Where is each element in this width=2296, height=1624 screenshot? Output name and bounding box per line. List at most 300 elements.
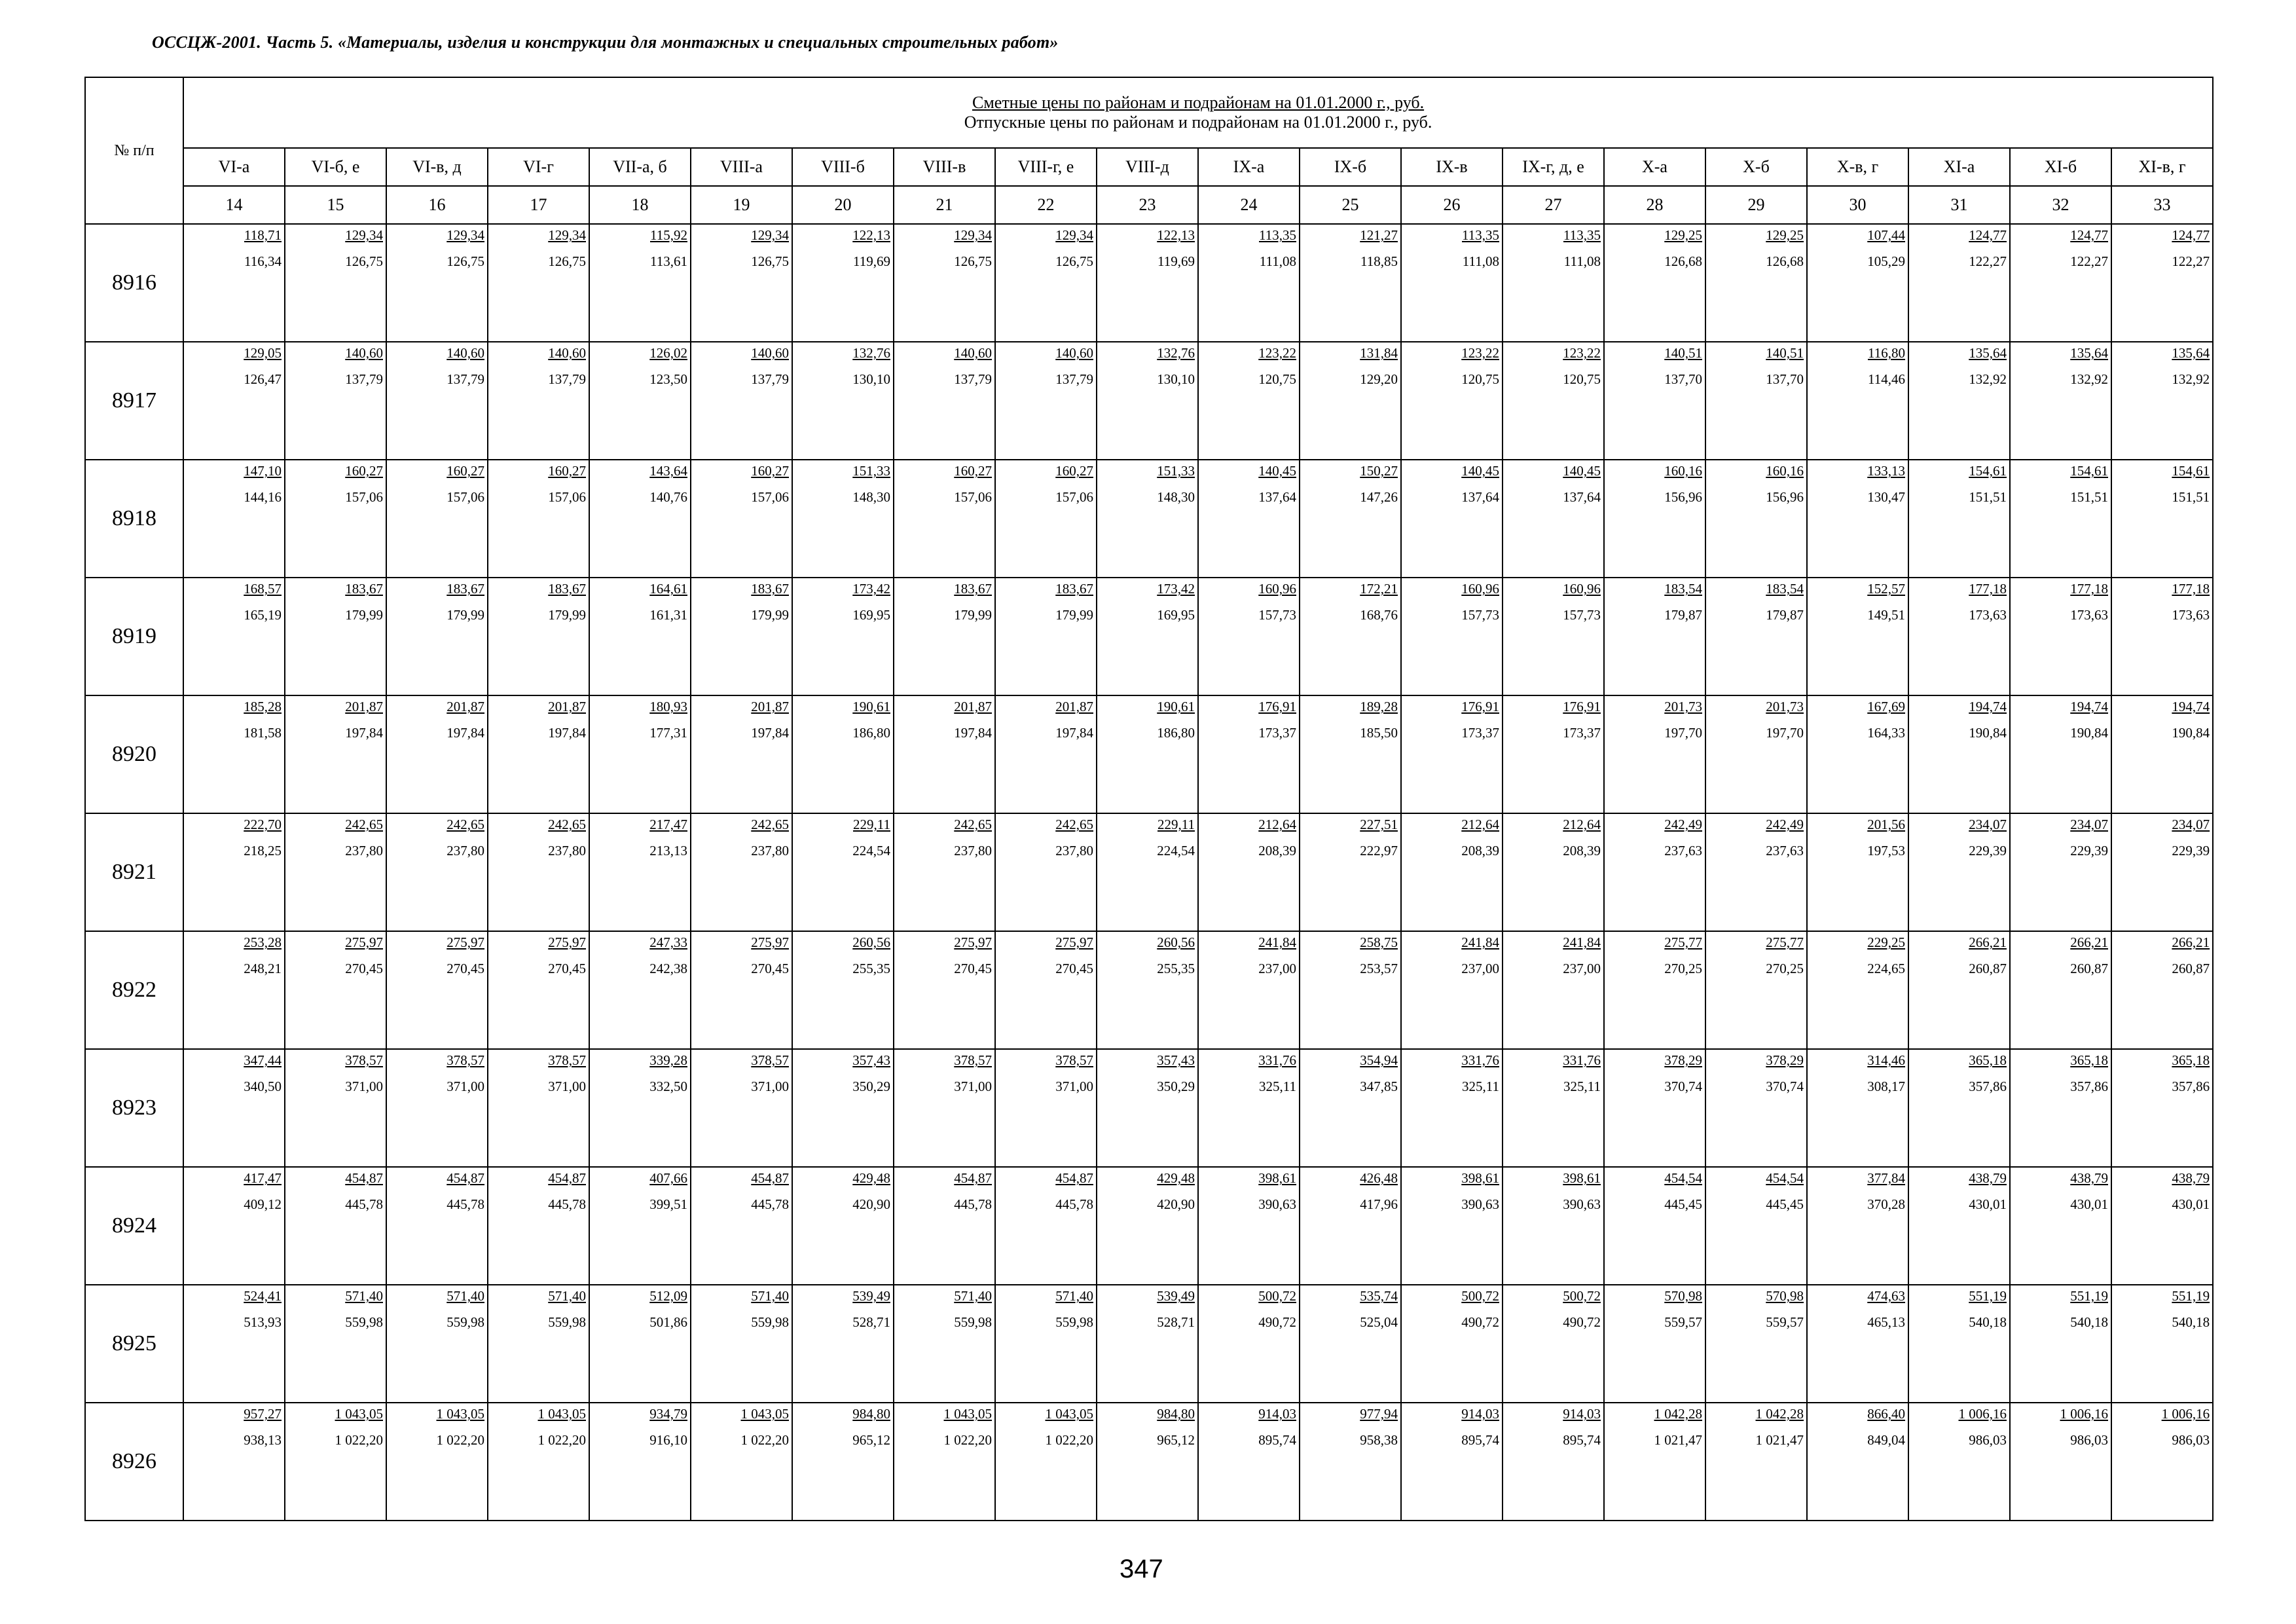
price-cell [792, 578, 894, 695]
row-number: 8924 [85, 1167, 183, 1285]
price-cell [1198, 1049, 1300, 1167]
release-price: 120,75 [1563, 371, 1601, 387]
price-cell [183, 1167, 285, 1285]
estimated-price: 124,77 [2172, 227, 2210, 243]
release-price: 390,63 [1563, 1196, 1601, 1212]
region-header: X-в, г [1807, 148, 1908, 186]
price-cell [691, 342, 792, 460]
release-price: 559,98 [954, 1314, 992, 1330]
price-cell [792, 1403, 894, 1521]
region-header: VIII-б [792, 148, 894, 186]
price-cell [589, 1167, 691, 1285]
estimated-price: 426,48 [1360, 1170, 1398, 1186]
estimated-price: 1 043,05 [943, 1406, 992, 1422]
release-price: 559,98 [548, 1314, 586, 1330]
price-cell [995, 1403, 1097, 1521]
price-cell [386, 1049, 488, 1167]
price-cell [2111, 1285, 2213, 1403]
estimated-price: 242,65 [1055, 817, 1093, 832]
release-price: 137,79 [1055, 371, 1093, 387]
estimated-price: 121,27 [1360, 227, 1398, 243]
estimated-price: 143,64 [649, 463, 687, 479]
price-cell [1604, 460, 1705, 578]
estimated-price: 551,19 [2070, 1288, 2108, 1304]
column-number: 21 [894, 186, 995, 224]
price-cell [1401, 224, 1503, 342]
estimated-price: 173,42 [852, 581, 890, 597]
release-price: 357,86 [2172, 1079, 2210, 1094]
release-price: 197,70 [1664, 725, 1702, 741]
estimated-price: 201,56 [1867, 817, 1905, 832]
estimated-price: 183,67 [345, 581, 383, 597]
price-cell [792, 1167, 894, 1285]
release-prices-label: Отпускные цены по районам и подрайонам на 01.01.2000 г., руб. [964, 113, 1432, 132]
release-price: 260,87 [2172, 961, 2210, 976]
price-cell [183, 1403, 285, 1521]
price-cell [1097, 342, 1198, 460]
price-cell [1198, 1403, 1300, 1521]
estimated-price: 129,34 [751, 227, 789, 243]
price-cell [1503, 1049, 1604, 1167]
price-cell [1908, 224, 2010, 342]
estimated-price: 140,60 [751, 345, 789, 361]
release-price: 270,45 [1055, 961, 1093, 976]
release-price: 445,78 [345, 1196, 383, 1212]
estimated-price: 124,77 [2070, 227, 2108, 243]
release-price: 237,63 [1766, 843, 1804, 858]
estimated-price: 260,56 [852, 934, 890, 950]
price-cell [995, 1049, 1097, 1167]
release-price: 105,29 [1867, 253, 1905, 269]
price-cell [1503, 813, 1604, 931]
estimated-price: 177,18 [2070, 581, 2108, 597]
region-header: VI-г [488, 148, 589, 186]
column-number: 20 [792, 186, 894, 224]
price-cell [1401, 1167, 1503, 1285]
release-price: 208,39 [1461, 843, 1499, 858]
estimated-price: 140,51 [1664, 345, 1702, 361]
price-cell [1908, 342, 2010, 460]
estimated-price: 242,65 [548, 817, 586, 832]
release-price: 237,80 [1055, 843, 1093, 858]
price-cell [488, 931, 589, 1049]
estimated-price: 126,02 [649, 345, 687, 361]
estimated-price: 129,25 [1766, 227, 1804, 243]
release-price: 370,74 [1766, 1079, 1804, 1094]
estimated-price: 132,76 [852, 345, 890, 361]
price-cell [691, 224, 792, 342]
price-cell [2010, 695, 2111, 813]
price-cell [995, 342, 1097, 460]
estimated-price: 1 043,05 [436, 1406, 484, 1422]
estimated-price: 357,43 [852, 1052, 890, 1068]
release-price: 157,06 [446, 489, 484, 505]
region-header: X-а [1604, 148, 1705, 186]
price-cell [589, 813, 691, 931]
release-price: 270,25 [1766, 961, 1804, 976]
estimated-price: 160,27 [345, 463, 383, 479]
estimated-price: 1 042,28 [1755, 1406, 1804, 1422]
estimated-price: 113,35 [1259, 227, 1296, 243]
release-price: 111,08 [1462, 253, 1499, 269]
estimated-price: 242,65 [751, 817, 789, 832]
region-header: VIII-д [1097, 148, 1198, 186]
release-price: 237,80 [446, 843, 484, 858]
estimated-price: 378,29 [1664, 1052, 1702, 1068]
estimated-price: 378,29 [1766, 1052, 1804, 1068]
estimated-price: 266,21 [2070, 934, 2108, 950]
release-price: 157,06 [345, 489, 383, 505]
price-cell [1300, 1403, 1401, 1521]
estimated-price: 107,44 [1867, 227, 1905, 243]
release-price: 173,63 [1969, 607, 2007, 623]
estimated-price: 331,76 [1461, 1052, 1499, 1068]
region-header: IX-б [1300, 148, 1401, 186]
estimated-price: 275,97 [446, 934, 484, 950]
price-cell [792, 342, 894, 460]
release-price: 350,29 [1157, 1079, 1195, 1094]
estimated-price: 194,74 [2172, 699, 2210, 714]
price-cell [183, 813, 285, 931]
price-cell [589, 1049, 691, 1167]
price-cell [2111, 813, 2213, 931]
release-price: 144,16 [244, 489, 282, 505]
release-price: 165,19 [244, 607, 282, 623]
price-cell [894, 931, 995, 1049]
price-cell [1604, 931, 1705, 1049]
price-cell [691, 1285, 792, 1403]
price-cell [2111, 695, 2213, 813]
price-cell [589, 342, 691, 460]
estimated-price: 429,48 [852, 1170, 890, 1186]
estimated-price: 241,84 [1563, 934, 1601, 950]
estimated-price: 227,51 [1360, 817, 1398, 832]
price-cell [386, 578, 488, 695]
release-price: 126,75 [548, 253, 586, 269]
price-cell [691, 695, 792, 813]
release-price: 179,87 [1664, 607, 1702, 623]
price-cell [1401, 578, 1503, 695]
estimated-price: 500,72 [1258, 1288, 1296, 1304]
column-number: 16 [386, 186, 488, 224]
price-cell [792, 460, 894, 578]
release-price: 895,74 [1461, 1432, 1499, 1448]
estimated-price: 1 043,05 [335, 1406, 383, 1422]
region-header: IX-в [1401, 148, 1503, 186]
estimated-price: 154,61 [2172, 463, 2210, 479]
price-cell [1807, 1167, 1908, 1285]
release-price: 218,25 [244, 843, 282, 858]
release-price: 149,51 [1867, 607, 1905, 623]
estimated-price: 185,28 [244, 699, 282, 714]
price-cell [1401, 342, 1503, 460]
release-price: 237,80 [954, 843, 992, 858]
price-cell [488, 1049, 589, 1167]
price-cell [995, 1167, 1097, 1285]
release-price: 157,73 [1461, 607, 1499, 623]
estimated-price: 217,47 [649, 817, 687, 832]
estimated-price: 242,49 [1664, 817, 1702, 832]
release-price: 332,50 [649, 1079, 687, 1094]
price-cell [1198, 813, 1300, 931]
price-cell [894, 578, 995, 695]
release-price: 1 022,20 [538, 1432, 586, 1448]
estimated-price: 454,87 [1055, 1170, 1093, 1186]
region-header: IX-а [1198, 148, 1300, 186]
estimated-price: 140,60 [1055, 345, 1093, 361]
release-price: 181,58 [244, 725, 282, 741]
release-price: 137,79 [345, 371, 383, 387]
release-price: 197,84 [345, 725, 383, 741]
release-price: 173,63 [2070, 607, 2108, 623]
estimated-price: 113,35 [1563, 227, 1601, 243]
price-cell [1300, 342, 1401, 460]
page-number: 347 [1120, 1555, 1163, 1583]
region-header: VI-б, е [285, 148, 386, 186]
price-cell [1908, 695, 2010, 813]
estimated-price: 201,87 [751, 699, 789, 714]
release-price: 965,12 [852, 1432, 890, 1448]
release-price: 340,50 [244, 1079, 282, 1094]
release-price: 430,01 [1969, 1196, 2007, 1212]
release-price: 147,26 [1360, 489, 1398, 505]
release-price: 140,76 [649, 489, 687, 505]
release-price: 224,54 [852, 843, 890, 858]
estimated-price: 173,42 [1157, 581, 1195, 597]
price-cell [183, 1049, 285, 1167]
release-price: 430,01 [2070, 1196, 2108, 1212]
table-row [85, 813, 2213, 931]
release-price: 849,04 [1867, 1432, 1905, 1448]
release-price: 169,95 [1157, 607, 1195, 623]
price-cell [1908, 1285, 2010, 1403]
release-price: 113,61 [650, 253, 687, 269]
column-number: 17 [488, 186, 589, 224]
column-number: 33 [2111, 186, 2213, 224]
price-cell [2010, 460, 2111, 578]
estimated-price: 140,60 [446, 345, 484, 361]
estimated-price: 914,03 [1461, 1406, 1499, 1422]
estimated-price: 1 043,05 [538, 1406, 586, 1422]
column-number: 24 [1198, 186, 1300, 224]
release-price: 122,27 [2172, 253, 2210, 269]
price-cell [488, 578, 589, 695]
price-cell [285, 1285, 386, 1403]
price-cell [1401, 1049, 1503, 1167]
price-cell [1807, 224, 1908, 342]
release-price: 179,99 [446, 607, 484, 623]
price-cell [1705, 931, 1807, 1049]
release-price: 148,30 [852, 489, 890, 505]
price-cell [386, 1403, 488, 1521]
price-cell [1705, 578, 1807, 695]
estimated-price: 266,21 [1969, 934, 2007, 950]
price-cell [1300, 1049, 1401, 1167]
estimated-price: 115,92 [650, 227, 687, 243]
region-header: VI-в, д [386, 148, 488, 186]
release-price: 430,01 [2172, 1196, 2210, 1212]
estimated-price: 123,22 [1461, 345, 1499, 361]
release-price: 260,87 [1969, 961, 2007, 976]
release-price: 237,80 [548, 843, 586, 858]
release-price: 137,64 [1563, 489, 1601, 505]
release-price: 371,00 [548, 1079, 586, 1094]
price-cell [1198, 460, 1300, 578]
price-cell [1807, 1285, 1908, 1403]
column-number: 18 [589, 186, 691, 224]
release-price: 116,34 [244, 253, 282, 269]
release-price: 958,38 [1360, 1432, 1398, 1448]
release-price: 1 021,47 [1654, 1432, 1702, 1448]
price-cell [1198, 1167, 1300, 1285]
release-price: 224,65 [1867, 961, 1905, 976]
price-cell [589, 1285, 691, 1403]
price-cell [1503, 1285, 1604, 1403]
estimated-price: 570,98 [1766, 1288, 1804, 1304]
release-price: 137,70 [1664, 371, 1702, 387]
estimated-price: 190,61 [1157, 699, 1195, 714]
release-price: 179,99 [345, 607, 383, 623]
price-cell [1503, 1167, 1604, 1285]
price-cell [1807, 578, 1908, 695]
price-cell [792, 1285, 894, 1403]
estimated-price: 183,67 [954, 581, 992, 597]
estimated-price: 454,54 [1766, 1170, 1804, 1186]
release-price: 137,79 [446, 371, 484, 387]
price-cell [285, 1403, 386, 1521]
price-cell [2111, 578, 2213, 695]
price-cell [1300, 224, 1401, 342]
release-price: 111,08 [1259, 253, 1296, 269]
release-price: 540,18 [2070, 1314, 2108, 1330]
release-price: 270,45 [446, 961, 484, 976]
price-cell [2111, 1167, 2213, 1285]
release-price: 237,00 [1461, 961, 1499, 976]
estimated-price: 571,40 [1055, 1288, 1093, 1304]
price-cell [1300, 460, 1401, 578]
release-price: 237,80 [345, 843, 383, 858]
estimated-price: 222,70 [244, 817, 282, 832]
release-price: 197,53 [1867, 843, 1905, 858]
estimated-price: 123,22 [1258, 345, 1296, 361]
release-price: 399,51 [649, 1196, 687, 1212]
estimated-price: 365,18 [2070, 1052, 2108, 1068]
estimated-price: 1 006,16 [2161, 1406, 2210, 1422]
table-row [85, 1049, 2213, 1167]
estimated-price: 275,97 [751, 934, 789, 950]
price-cell [1908, 578, 2010, 695]
release-price: 157,06 [954, 489, 992, 505]
estimated-price: 177,18 [1969, 581, 2007, 597]
estimated-price: 524,41 [244, 1288, 282, 1304]
column-number-row [85, 186, 2213, 224]
release-price: 540,18 [2172, 1314, 2210, 1330]
release-price: 164,33 [1867, 725, 1905, 741]
price-cell [995, 931, 1097, 1049]
price-cell [1705, 1049, 1807, 1167]
estimated-price: 129,34 [345, 227, 383, 243]
release-price: 465,13 [1867, 1314, 1905, 1330]
estimated-price: 147,10 [244, 463, 282, 479]
estimated-price: 500,72 [1461, 1288, 1499, 1304]
price-cell [1097, 813, 1198, 931]
estimated-price: 1 006,16 [2060, 1406, 2108, 1422]
estimated-price: 160,27 [1055, 463, 1093, 479]
estimated-price: 512,09 [649, 1288, 687, 1304]
price-cell [995, 695, 1097, 813]
release-price: 445,45 [1766, 1196, 1804, 1212]
price-cell [386, 1285, 488, 1403]
release-price: 237,00 [1563, 961, 1601, 976]
table-row [85, 1285, 2213, 1403]
region-header: IX-г, д, е [1503, 148, 1604, 186]
estimated-price: 113,35 [1462, 227, 1499, 243]
price-cell [1604, 1285, 1705, 1403]
estimated-price: 275,97 [345, 934, 383, 950]
price-cell [386, 931, 488, 1049]
estimated-price: 398,61 [1258, 1170, 1296, 1186]
release-price: 445,78 [751, 1196, 789, 1212]
price-cell [894, 342, 995, 460]
price-cell [1908, 1403, 2010, 1521]
estimated-price: 354,94 [1360, 1052, 1398, 1068]
estimated-price: 934,79 [649, 1406, 687, 1422]
estimated-price: 135,64 [2172, 345, 2210, 361]
estimated-price: 152,57 [1867, 581, 1905, 597]
estimated-price: 183,67 [1055, 581, 1093, 597]
estimated-price: 571,40 [954, 1288, 992, 1304]
row-number: 8920 [85, 695, 183, 813]
release-price: 490,72 [1258, 1314, 1296, 1330]
price-cell [691, 578, 792, 695]
release-price: 132,92 [1969, 371, 2007, 387]
price-cell [1908, 1049, 2010, 1167]
price-cell [894, 1285, 995, 1403]
release-price: 126,68 [1766, 253, 1804, 269]
price-cell [691, 460, 792, 578]
price-cell [691, 931, 792, 1049]
region-header: VIII-г, е [995, 148, 1097, 186]
estimated-price: 454,54 [1664, 1170, 1702, 1186]
price-cell [1401, 695, 1503, 813]
price-cell [1097, 578, 1198, 695]
price-cell [1097, 224, 1198, 342]
estimated-price: 122,13 [852, 227, 890, 243]
estimated-price: 129,05 [244, 345, 282, 361]
release-price: 325,11 [1259, 1079, 1296, 1094]
release-price: 237,63 [1664, 843, 1702, 858]
release-price: 129,20 [1360, 371, 1398, 387]
release-price: 151,51 [1969, 489, 2007, 505]
estimated-price: 129,25 [1664, 227, 1702, 243]
estimated-price: 957,27 [244, 1406, 282, 1422]
estimated-price: 129,34 [446, 227, 484, 243]
estimated-price: 331,76 [1563, 1052, 1601, 1068]
estimated-price: 242,65 [446, 817, 484, 832]
release-price: 1 022,20 [943, 1432, 992, 1448]
price-cell [1300, 578, 1401, 695]
release-price: 130,10 [852, 371, 890, 387]
estimated-price: 551,19 [2172, 1288, 2210, 1304]
estimated-price: 140,60 [345, 345, 383, 361]
estimated-price: 183,67 [548, 581, 586, 597]
estimated-price: 454,87 [345, 1170, 383, 1186]
estimated-price: 1 043,05 [740, 1406, 789, 1422]
estimated-price: 571,40 [751, 1288, 789, 1304]
release-price: 118,85 [1360, 253, 1398, 269]
estimated-price: 571,40 [345, 1288, 383, 1304]
column-number: 26 [1401, 186, 1503, 224]
